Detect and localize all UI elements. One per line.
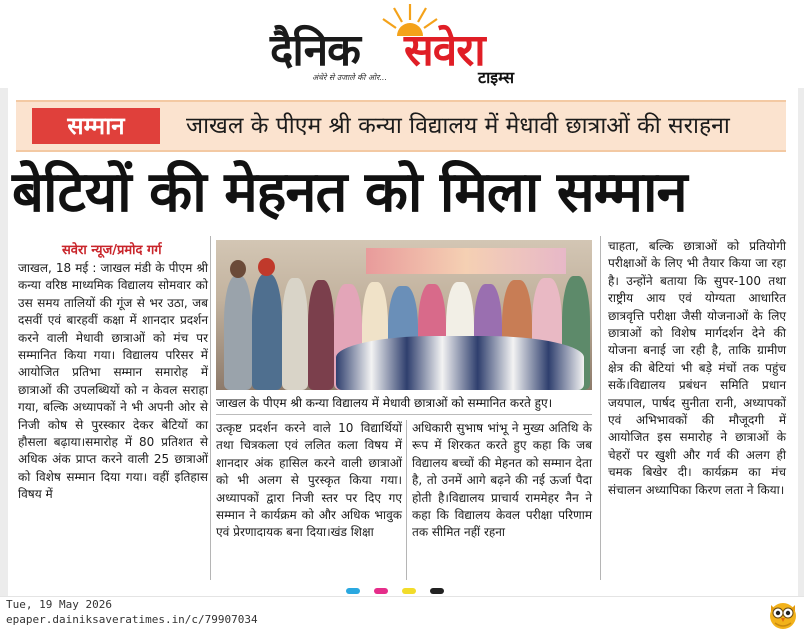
byline: सवेरा न्यूज/प्रमोद गर्ग <box>62 243 162 258</box>
photo-caption: जाखल के पीएम श्री कन्या विद्यालय में मेधावी छात्राओं को सम्मानित करते हुए। <box>216 392 592 415</box>
article-text: अधिकारी सुभाष भांभू ने मुख्य अतिथि के रूप में शिरकत करते हुए कहा कि जब विद्यालय बच्चों की मेहनत को सम्मान देता है, तो उनमें आगे बढ़ने की नई ऊर्जा पैदा होती है।विद्यालय प्राचार्य राममेहर नैन ने कहा कि विद्यालय केवल परीक्षा परिणाम तक सीमित नहीं रहना <box>412 421 592 540</box>
photo-person <box>308 280 334 390</box>
article-text: चाहता, बल्कि छात्राओं को प्रतियोगी परीक्षाओं के लिए भी तैयार किया जा रहा है। उन्होंने बताया कि सुपर-100 तथा राष्ट्रीय आय एवं योग्यता आधारित छात्रवृत्ति परीक्षा जैसी योजनाओं के लिए छात्राओं को विशेष मार्गदर्शन देने की योजना बनाई जा रही है, ताकि ग्रामीण क्षेत्र की बेटियां भी बड़े मंचों तक पहुंच सकें।विद्यालय प्रबंधन समिति प्रधान जयपाल, पार्षद सुनीता रानी, अध्यापकों एवं अभिभावकों की मौजूदगी में आयोजित इस समारोह ने छात्राओं के चेहरों पर खुशी और गर्व की अलग ही चमक बिखेर दी। कार्यक्रम का मंच संचालन अध्यापिका किरण लता ने किया। <box>608 239 786 497</box>
registration-mark <box>402 588 416 594</box>
kicker-text: जाखल के पीएम श्री कन्या विद्यालय में मेधावी छात्राओं की सराहना <box>186 113 730 139</box>
photo-banner <box>366 248 566 274</box>
column-rule <box>406 420 407 580</box>
photo-person <box>224 276 252 390</box>
masthead-tagline: अंधेरे से उजाले की ओर... <box>312 73 388 82</box>
owl-icon[interactable] <box>766 596 800 630</box>
kicker-tag: सम्मान <box>32 108 160 144</box>
article-text: उत्कृष्ट प्रदर्शन करने वाले 10 विद्यार्थियों तथा चित्रकला एवं ललित कला विषय में शानदार अंक हासिल करने वाली छात्राओं को भी अलग से पुरस्कृत किया गया। अध्यापकों द्वारा निजी स्तर पर दिए गए सम्मान ने कार्यक्रम को और अधिक भावुक एवं प्रेरणादायक बना दिया।खंड शिक्षा <box>216 421 402 540</box>
masthead-sub: टाइम्स <box>478 68 515 87</box>
article-column-4 <box>608 238 786 578</box>
footer-date: Tue, 19 May 2026 <box>6 598 112 611</box>
masthead-name-left: दैनिक <box>270 25 360 76</box>
article-photo <box>216 240 592 390</box>
registration-mark <box>346 588 360 594</box>
photo-person <box>282 278 308 390</box>
article-column-1 <box>18 260 208 578</box>
headline: बेटियों की मेहनत को मिला सम्मान <box>12 160 687 225</box>
photo-seated-row <box>336 336 584 390</box>
frame-right <box>798 88 804 596</box>
masthead <box>0 0 804 88</box>
frame-left <box>0 88 8 596</box>
registration-mark <box>374 588 388 594</box>
article-column-2 <box>216 420 402 578</box>
footer-url[interactable]: epaper.dainiksaveratimes.in/c/79907034 <box>6 613 258 626</box>
photo-person-head <box>230 260 246 278</box>
registration-mark <box>430 588 444 594</box>
column-rule <box>600 236 601 580</box>
article-column-3 <box>412 420 592 578</box>
column-rule <box>210 236 211 580</box>
masthead-name-right: सवेरा <box>404 25 485 76</box>
article-text: जाखल, 18 मई : जाखल मंडी के पीएम श्री कन्या वरिष्ठ माध्यमिक विद्यालय सोमवार को उस समय तालियों की गूंज से भर उठा, जब दसवीं एवं बारहवीं कक्षा में शानदार प्रदर्शन करने वाली मेधावी छात्राओं को मंच पर सम्मानित किया गया। विद्यालय परिसर में आयोजित प्रतिभा सम्मान समारोह में छात्राओं की उपलब्धियों को न केवल सराहा गया, बल्कि अध्यापकों ने भी अपनी ओर से निजी कोष से पुरस्कार देकर बेटियों का हौसला बढ़ाया।समारोह में 80 प्रतिशत से अधिक अंक प्राप्त करने वाली 25 छात्राओं को विशेष सम्मान दिया गया। वहीं इतिहास विषय में <box>18 261 208 502</box>
photo-person <box>252 274 282 390</box>
kicker-strip <box>16 100 786 152</box>
photo-person-head <box>258 258 275 276</box>
